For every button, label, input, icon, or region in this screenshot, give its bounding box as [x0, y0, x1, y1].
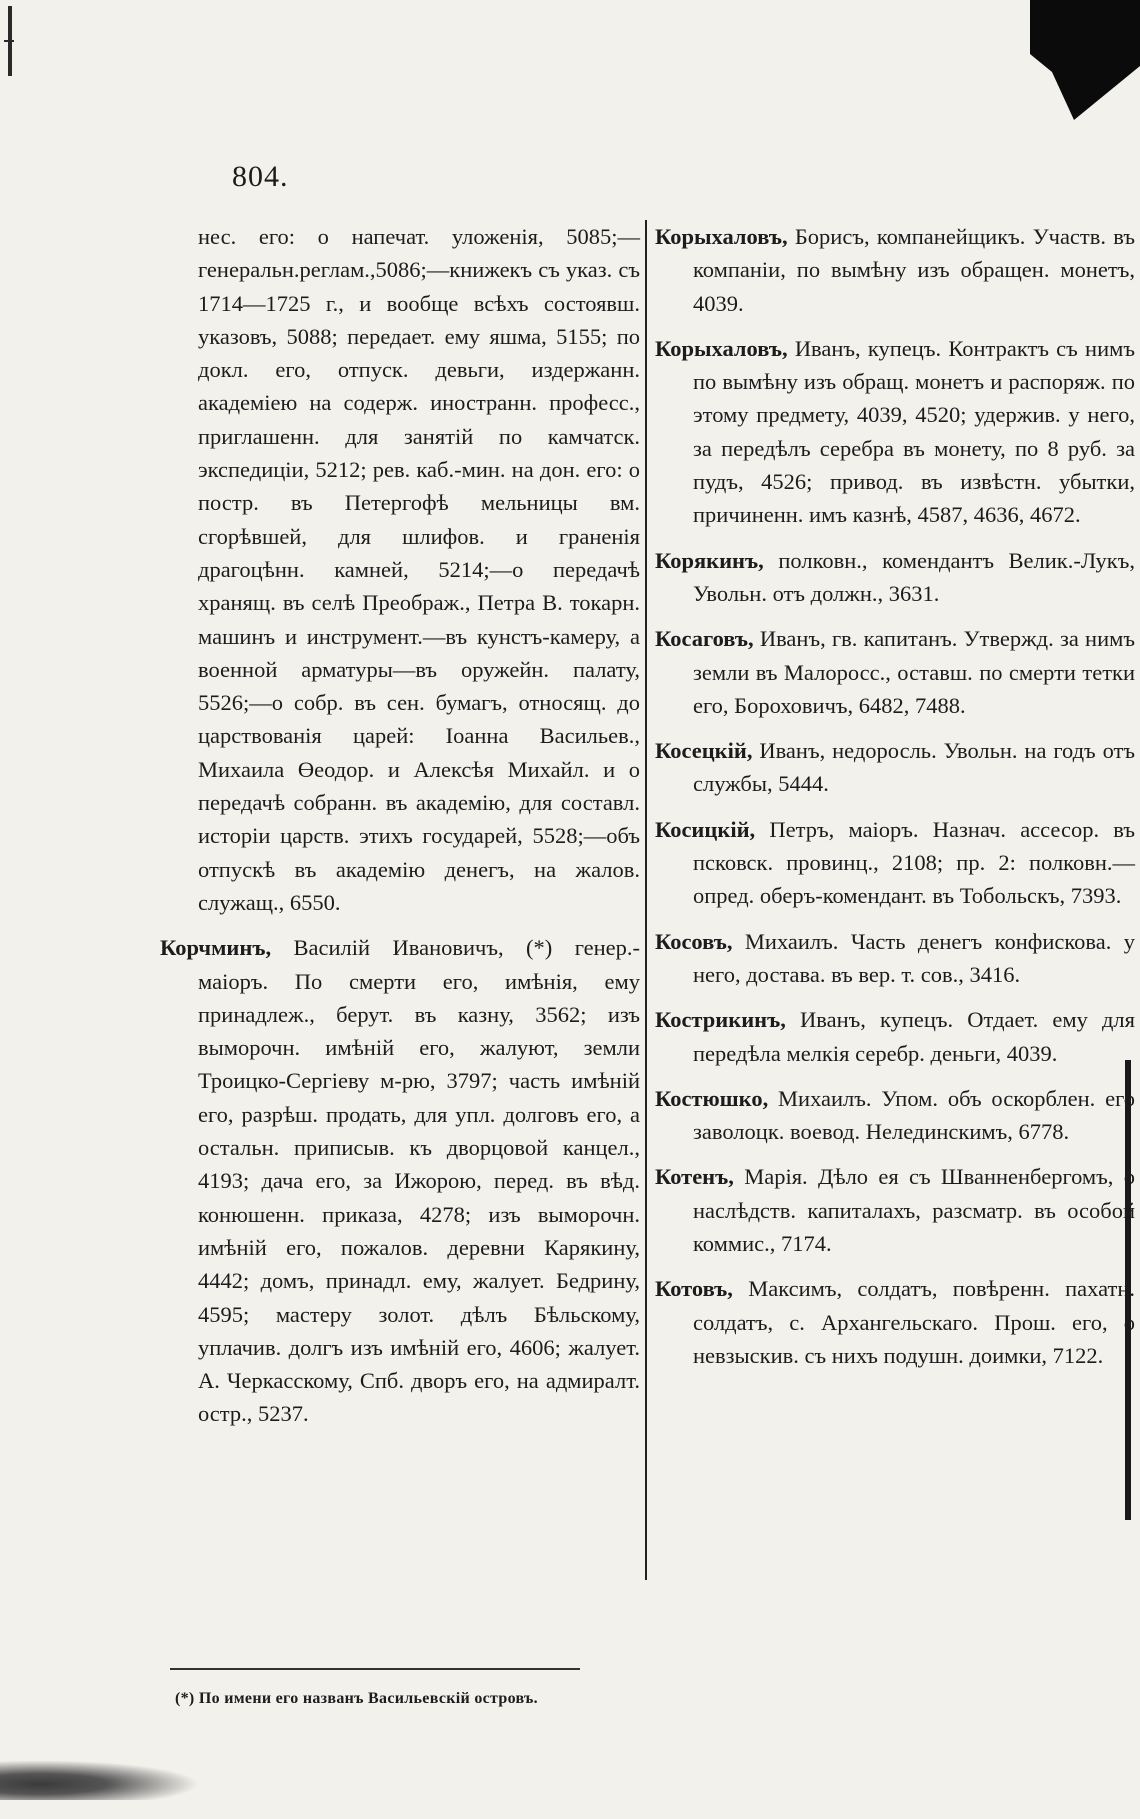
entry-head: Корчминъ,: [160, 935, 272, 961]
column-divider: [645, 220, 647, 1580]
entry-head: Косовъ,: [655, 928, 733, 954]
scan-stroke: [0, 1760, 200, 1800]
entry-text: Михаилъ. Часть денегъ конфискова. у него, достава. въ вер. т. сов., 3416.: [693, 928, 1135, 987]
page-number: 804.: [232, 160, 289, 193]
entry-head: Костюшко,: [655, 1085, 769, 1111]
index-entry: [655, 1160, 1135, 1260]
entry-text: Максимъ, солдатъ, повѣренн. пахатн. солдатъ, с. Архангельскаго. Прош. его, о невзыскив. съ нихъ подушн. доимки, 7122.: [693, 1276, 1135, 1368]
index-entry: [655, 1003, 1135, 1070]
index-entry: [655, 1082, 1135, 1149]
scan-blot: [1030, 0, 1140, 120]
entry-text: Михаилъ. Упом. объ оскорблен. его заволоцк. воевод. Нелединскимъ, 6778.: [693, 1085, 1135, 1145]
index-entry: [655, 220, 1135, 320]
index-entry: [160, 931, 640, 1430]
index-entry: [655, 813, 1135, 913]
entry-head: Косаговъ,: [655, 626, 754, 652]
footnote: (*) По имени его названъ Васильевскій островъ.: [175, 1690, 538, 1707]
entry-head: Косицкій,: [655, 816, 756, 842]
scan-mark: [4, 40, 14, 42]
entry-head: Котенъ,: [655, 1164, 734, 1190]
index-entry: [655, 332, 1135, 532]
entry-text: Иванъ, купецъ. Контрактъ съ нимъ по вымѣну изъ обращ. монетъ и распоряж. по этому предмету, 4039, 4520; удержив. у него, за передѣлъ серебра въ монету, по 8 руб. за пудъ, 4526; привод. въ извѣстн. убытки, причиненн. имъ казнѣ, 4587, 4636, 4672.: [693, 335, 1135, 528]
entry-head: Корыхаловъ,: [655, 224, 788, 249]
index-entry: [160, 220, 640, 919]
entry-head: Корякинъ,: [655, 547, 764, 573]
entry-head: Косецкій,: [655, 738, 753, 764]
index-entry: [655, 622, 1135, 722]
entry-text: Марія. Дѣло ея съ Шванненбергомъ, о наслѣдств. капиталахъ, разсматр. въ особой коммис., 7174.: [693, 1164, 1135, 1257]
entry-text: нес. его: о напечат. уложенія, 5085;—генеральн.реглам.,5086;—книжекъ съ указ. съ 1714—1725 г., и вообще всѣхъ состоявш. указовъ, 5088; передает. ему яшма, 5155; по докл. его, отпуск. девьги, издержанн. академіею на содерж. иностранн. професс., приглашенн. для занятій по камчатск. экспедиціи, 5212; рев. каб.-мин. на дон. его: о постр. въ Петергофѣ мельницы вм. сгорѣвшей, для шлифов. и граненія драгоцѣнн. камней, 5214;—о передачѣ хранящ. въ селѣ Преображ., Петра В. токарн. машинъ и инструмент.—въ кунстъ-камеру, а военной арматуры—въ оружейн. палату, 5526;—о собр. въ сен. бумагъ, относящ. до царствованія царей: Іоанна Васильев., Михаила Өеодор. и Алексѣя Михайл. и о передачѣ собранн. въ академію, для составл. исторіи царств. этихъ государей, 5528;—объ отпускѣ въ академію денегъ, на жалов. служащ., 6550.: [198, 224, 640, 915]
entry-text: Иванъ, купецъ. Отдает. ему для передѣла мелкія серебр. деньги, 4039.: [693, 1007, 1136, 1066]
index-entry: [655, 925, 1135, 992]
left-column: [160, 220, 640, 1443]
index-entry: [655, 734, 1135, 801]
entry-head: Котовъ,: [655, 1276, 733, 1302]
index-entry: [655, 1272, 1135, 1372]
footnote-rule: [170, 1668, 580, 1670]
entry-head: Кострикинъ,: [655, 1007, 786, 1033]
entry-text: Василій Ивановичъ, (*) генер.-маіоръ. По смерти его, имѣнія, ему принадлеж., берут. въ казну, 3562; изъ выморочн. имѣній его, жалуют, земли Троицко-Сергіеву м-рю, 3797; часть имѣній его, разрѣш. продать, для упл. долговъ его, а остальн. приписыв. къ дворцовой канцел., 4193; дача его, за Ижорою, перед. въ вѣд. конюшенн. приказа, 4278; изъ выморочн. имѣній его, пожалов. деревни Карякину, 4442; домъ, принадл. ему, жалует. Бедрину, 4595; мастеру золот. дѣлъ Бѣльскому, уплачив. долгъ изъ имѣній его, 4606; жалует. А. Черкасскому, Спб. дворъ его, на адмиралт. остр., 5237.: [198, 935, 641, 1427]
entry-text: Иванъ, гв. капитанъ. Утвержд. за нимъ земли въ Малоросс., оставш. по смерти тетки его, Бороховичъ, 6482, 7488.: [693, 626, 1135, 718]
index-entry: [655, 544, 1135, 611]
entry-text: полковн., комендантъ Велик.-Лукъ, Увольн. отъ должн., 3631.: [693, 547, 1135, 606]
entry-text: Петръ, маіоръ. Назнач. ассесор. въ псковск. провинц., 2108; пр. 2: полковн.—опред. оберъ-комендант. въ Тобольскъ, 7393.: [693, 816, 1136, 909]
entry-head: Корыхаловъ,: [655, 335, 788, 361]
entry-text: Борисъ, компанейщикъ. Участв. въ компаніи, по вымѣну изъ обращен. монетъ, 4039.: [693, 224, 1136, 316]
entry-text: Иванъ, недоросль. Увольн. на годъ отъ службы, 5444.: [693, 738, 1135, 797]
right-column: [655, 220, 1135, 1384]
